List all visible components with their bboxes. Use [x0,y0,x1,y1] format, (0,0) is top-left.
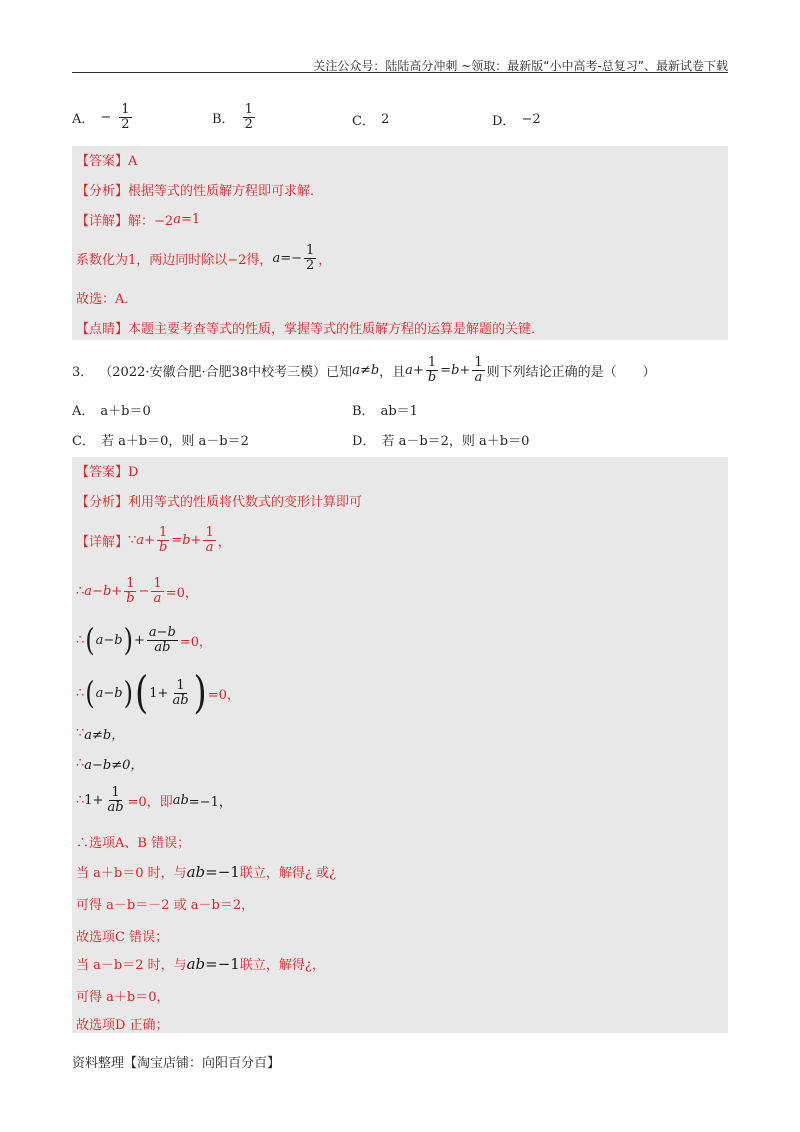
fraction [426,356,438,384]
var-a: a [405,362,413,378]
fraction-numerator: 1 [121,102,130,117]
fraction-numerator: 1 [111,785,120,800]
step-text: =0，即 [127,794,173,810]
page-footer: 资料整理【淘宝店铺：向阳百分百】 [72,1056,281,1071]
fraction-denominator: b [126,590,135,606]
option-label: B． [212,111,235,127]
equals-zero: =0， [165,585,198,601]
q2-choose: 故选：A． [76,292,138,307]
q3-line11: 故选项C 错误； [76,930,169,945]
line-pre: 当 a＋b＝0 时，与 [76,866,187,881]
option-label: D． [492,114,516,129]
q3-line12 [76,954,325,973]
therefore-symbol: ∴ [76,756,85,771]
detail-rest: =1 [180,212,201,227]
condition: a≠b [352,362,380,378]
equals-zero: =0， [207,687,240,703]
fraction-denominator: a [205,539,214,555]
page-header: 关注公众号：陆陆高分冲刺 ~领取：最新版“小中高考-总复习”、最新试卷下载 [313,59,728,73]
therefore-symbol: ∴ [76,583,85,599]
option-text: 若 a－b＝2，则 a＋b＝0 [381,434,530,449]
option-sign: − [100,109,112,125]
fraction-numerator: 1 [176,677,185,693]
step-text: 系数化为1，两边同时除以−2得， [76,252,273,268]
one-plus: 1+ [149,685,169,701]
detail-var: a [173,212,181,227]
fraction-numerator: 1 [427,355,437,370]
fraction [157,526,169,554]
var-a: a [84,583,93,599]
q3-option-b [352,400,418,419]
fraction-numerator: 1 [306,243,315,258]
because-symbol: ∵ [76,726,85,741]
step-value: =−1， [188,794,232,810]
line-post: 联立，解得¿ 或¿ [239,866,336,881]
detail-tag: 【详解】 [76,534,129,550]
fraction [119,103,131,131]
condition-text: a−b≠0， [84,758,144,773]
fraction-numerator: 1 [158,525,168,540]
fraction-numerator: a−b [148,625,176,640]
option-text: a＋b＝0 [100,404,151,419]
var-a: a [136,532,145,548]
option-text: ab＝1 [380,404,418,419]
fraction-denominator: ab [154,639,171,655]
step-end: ， [318,252,332,268]
option-value: −2 [521,112,541,127]
fraction [472,356,484,384]
option-label: A． [72,111,95,127]
minus-sign: − [92,583,103,599]
step-eq: =− [280,250,302,266]
step-var: a [272,250,281,266]
fraction-denominator: b [427,369,437,385]
var-b: b [451,362,460,378]
plus-sign: + [412,362,424,378]
fraction-denominator: b [158,539,168,555]
q3-line13: 可得 a＋b＝0， [76,990,170,1005]
q3-step5 [76,724,124,743]
var-b: b [182,532,191,548]
q3-step6 [76,754,143,773]
q3-step2 [76,577,198,605]
line-pre: 当 a－b＝2 时，与 [76,958,187,973]
therefore-symbol: ∴ [76,792,85,808]
option-text: 若 a＋b＝0，则 a－b＝2 [100,434,249,449]
fraction-numerator: 1 [126,576,135,591]
equals-zero: =0， [179,634,213,650]
minus-sign: − [138,583,150,599]
var-ab: ab [172,792,189,808]
expr-a-minus-b: a−b [95,685,123,701]
q3-line8: ∴选项A、B 错误； [76,836,191,851]
option-label: C． [72,434,95,449]
equals-sign: = [440,362,452,378]
therefore-symbol: ∴ [76,685,85,701]
fraction-denominator: a [474,369,483,385]
fraction [243,103,255,131]
condition-sep: ，且 [379,364,406,380]
q2-option-b [212,103,257,131]
line-mid: =−1 [205,862,240,881]
q2-step2 [76,244,331,272]
fraction-denominator: a [153,590,162,606]
fraction [105,786,125,814]
fraction-numerator: 1 [474,355,483,370]
fraction-denominator: ab [172,692,189,708]
q2-answer: 【答案】A [76,154,138,169]
fraction-denominator: 2 [244,116,253,132]
fraction [203,526,215,554]
line-post: 联立，解得¿， [239,958,325,973]
q3-answer: 【答案】D [76,465,139,480]
option-label: B． [352,404,375,419]
expr-a-minus-b: a−b [95,632,123,648]
q3-stem [72,356,656,384]
fraction-numerator: 1 [205,525,214,540]
question-tail: 则下列结论正确的是（ ） [486,364,656,380]
option-value: 2 [380,112,390,127]
var-b: b [102,583,112,599]
detail-text: 解：−2 [128,214,174,229]
q3-line14: 故选项D 正确； [76,1018,169,1033]
line-mid: =−1 [205,954,240,973]
condition-text: a≠b， [84,728,125,743]
q2-solution-block [72,146,728,340]
equals-sign: = [171,532,183,548]
q3-step1: 【详解】 ∵ a + $\frac{1}{b}$ = b + $\frac{1}{a}$ ， [76,525,231,555]
therefore-symbol: ∴ [76,632,85,648]
q3-line9 [76,862,336,881]
q3-step3: ∴ ( a−b ) + $\frac{a-b}{ab}$ =0， [76,621,213,659]
q3-option-a [72,400,151,419]
q3-analysis: 【分析】利用等式的性质将代数式的变形计算即可 [76,495,363,510]
option-label: C． [352,114,375,129]
plus-sign: + [134,632,145,648]
option-label: A． [72,404,95,419]
fraction-denominator: ab [107,799,124,815]
var-ab: ab [186,862,206,881]
fraction [124,577,136,605]
question-number: 3． [72,364,94,380]
fraction-denominator: 2 [121,116,130,132]
because-symbol: ∵ [128,532,137,548]
fraction [151,577,163,605]
detail-tag: 【详解】 [76,214,129,229]
plus-sign: + [111,583,123,599]
q3-step7 [76,786,232,814]
plus-sign: + [459,362,471,378]
question-source: （2022·安徽合肥·合肥38中校考三模）已知 [99,364,353,380]
fraction [170,679,190,707]
q3-option-c [72,430,249,449]
var-ab: ab [186,954,206,973]
fraction [304,244,316,272]
fraction-numerator: 1 [244,102,253,117]
option-label: D． [352,434,376,449]
q2-option-c [352,110,389,129]
one-plus: 1+ [84,792,104,808]
fraction [147,626,178,654]
header-rule [72,72,728,73]
q2-comment: 【点睛】本题主要考查等式的性质，掌握等式的性质解方程的运算是解题的关键． [76,322,545,337]
q2-option-d [492,110,541,129]
plus-sign: + [190,532,202,548]
q3-line10: 可得 a－b＝－2 或 a－b＝2， [76,898,255,913]
q2-option-a [72,103,134,131]
q2-detail [76,210,200,229]
q3-step4: ∴ ( a−b ) ( 1+ $\frac{1}{ab}$ ) =0， [76,667,240,719]
q3-option-d [352,430,529,449]
fraction-numerator: 1 [153,576,162,591]
q2-analysis: 【分析】根据等式的性质解方程即可求解． [76,184,324,199]
plus-sign: + [144,532,155,548]
fraction-denominator: 2 [306,257,315,273]
